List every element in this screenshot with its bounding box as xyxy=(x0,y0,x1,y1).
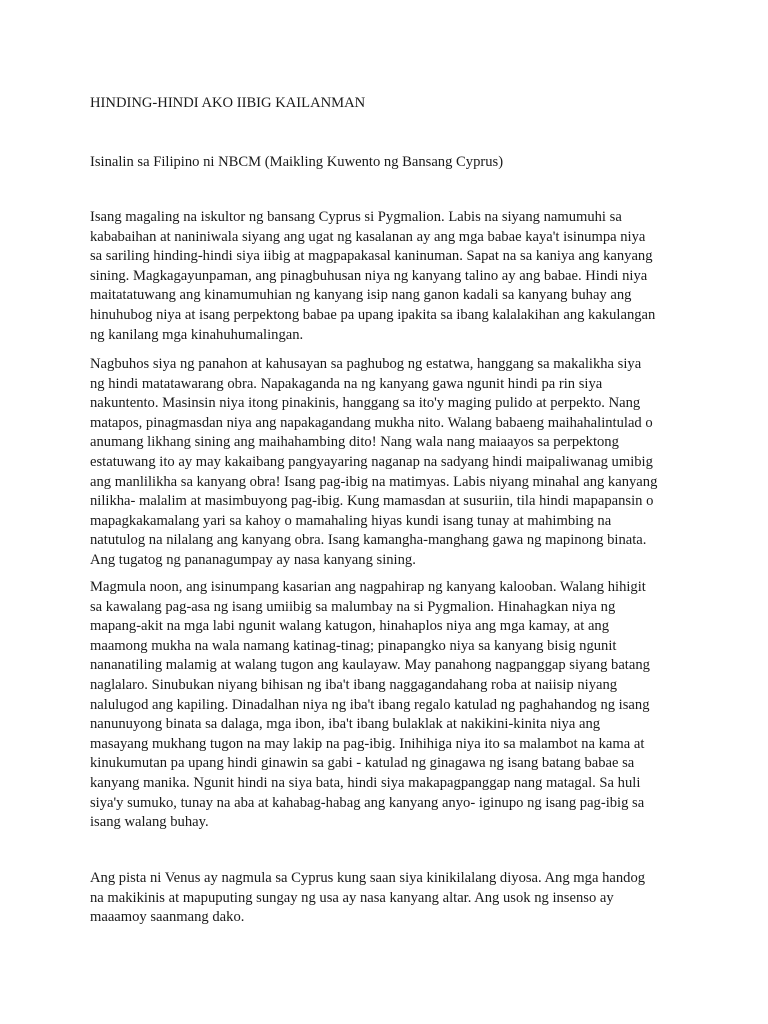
paragraph-line: mapang-akit na mga labi ngunit walang katugon, hinahaplos niya ang mga kamay, at ang xyxy=(90,618,610,635)
paragraph-line: Nagbuhos siya ng panahon at kahusayan sa paghubog ng estatwa, hanggang sa makalikha siya xyxy=(90,356,642,372)
paragraph-line: sa kawalang pag-asa ng isang umiibig sa malumbay na si Pygmalion. Hinahagkan niya ng xyxy=(90,598,616,615)
paragraph-line: kababaihan at naniniwala siyang ang ugat ng kasalanan ay ang mga babae kaya't isinumpa niya xyxy=(90,228,646,245)
document-subtitle: Isinalin sa Filipino ni NBCM (Maikling Kuwento ng Bansang Cyprus) xyxy=(90,154,504,170)
paragraph-line: isang walang buhay. xyxy=(90,814,209,831)
paragraph xyxy=(90,578,690,833)
paragraph-line: matapos, pinagmasdan niya ang napakagandang mukha nito. Walang babaeng maihahalintulad o xyxy=(90,414,653,431)
paragraph-line: ang manlilikha sa kanyang obra! Isang pag-ibig na matimyas. Labis niyang minahal ang kanyang xyxy=(90,473,658,490)
paragraph-line: masayang mukhang tugon na may lakip na pag-ibig. Inihihiga niya ito sa malambot na kama at xyxy=(90,735,645,752)
paragraph-line: siya'y sumuko, tunay na aba at kahabag-habag ang kanyang anyo- iginupo ng isang pag-ibig sa xyxy=(90,794,645,811)
document-title: HINDING-HINDI AKO IIBIG KAILANMAN xyxy=(90,95,366,111)
paragraph-line: anumang likhang sining ang maihahambing dito! Nang wala nang maiaayos sa perpektong xyxy=(90,434,619,451)
paragraph-line: maitatatuwang ang kinamumuhian ng kanyang isip nang ganon kadali sa kanyang buhay ang xyxy=(90,287,632,304)
paragraph-line: nanunuyong binata sa dalaga, mga ibon, iba't ibang bulaklak at nakikini-kinita niya ang xyxy=(90,716,601,733)
paragraph-line: ng kanilang mga kinahuhumalingan. xyxy=(90,326,304,343)
paragraph-line: mapagkakamalang yari sa kahoy o mamahaling hiyas kundi isang tunay at mahimbing na xyxy=(90,512,612,529)
paragraph-line: Ang pista ni Venus ay nagmula sa Cyprus kung saan siya kinikilalang diyosa. Ang mga handog xyxy=(90,870,646,886)
paragraph-line: hinuhubog niya at isang perpektong babae pa upang ipakita sa ibang kalalakihan ang kakulangan xyxy=(90,306,656,323)
paragraph-line: ng hindi matatawarang obra. Napakaganda na ng kanyang gawa ngunit hindi pa rin siya xyxy=(90,375,603,392)
paragraph xyxy=(90,208,690,345)
paragraph-line: nananatiling malamig at walang tugon ang kaulayaw. May panahong nagpanggap siyang batang xyxy=(90,657,650,674)
paragraph-line: nalulugod ang kapiling. Dinadalhan niya ng iba't ibang regalo katulad ng paghahandog ng isang xyxy=(90,696,650,713)
paragraph-line: nakuntento. Masinsin niya itong pinakinis, hanggang sa ito'y maging pulido at perpekto. Nang xyxy=(90,395,641,412)
paragraph-line: maamong mukha na wala namang katinag-tinag; pinapangko niya sa kanyang bisig ngunit xyxy=(90,637,617,654)
paragraph xyxy=(90,355,690,571)
paragraph-line: maaamoy saanmang dako. xyxy=(90,909,245,926)
paragraph-line: natutulog na nilalang ang kanyang obra. Isang kamangha-manghang gawa ng mapinong binata. xyxy=(90,532,647,549)
paragraph-line: kinukumutan pa upang hindi ginawin sa gabi - katulad ng ginagawa ng isang batang babae sa xyxy=(90,755,635,772)
paragraph-line: naglalaro. Sinubukan niyang bihisan ng iba't ibang naggagandahang roba at naiisip niyang xyxy=(90,676,618,693)
paragraph-line: nilikha- malalim at masimbuyong pag-ibig. Kung mamasdan at susuriin, tila hindi mapapansin o xyxy=(90,493,654,510)
paragraph-line: sining. Magkagayunpaman, ang pinagbuhusan niya ng kanyang talino ay ang babae. Hindi niya xyxy=(90,267,648,284)
paragraph-line: Ang tugatog ng pananagumpay ay nasa kanyang sining. xyxy=(90,551,416,568)
paragraph-line: kanyang manika. Ngunit hindi na siya bata, hindi siya makapagpanggap nang matagal. Sa huli xyxy=(90,774,641,791)
paragraph-line: sa sariling hinding-hindi siya iibig at magpapakasal kaninuman. Sapat na sa kaniya ang kanyang xyxy=(90,248,653,265)
paragraph xyxy=(90,869,690,928)
paragraph-line: na makikinis at mapuputing sungay ng usa ay nasa kanyang altar. Ang usok ng insenso ay xyxy=(90,889,614,906)
paragraph-line: Magmula noon, ang isinumpang kasarian ang nagpahirap ng kanyang kalooban. Walang hihigit xyxy=(90,579,646,595)
paragraph-line: Isang magaling na iskultor ng bansang Cyprus si Pygmalion. Labis na siyang namumuhi sa xyxy=(90,209,622,225)
paragraph-line: estatuwang ito ay may kakaibang pangyayaring naganap na sadyang hindi maipaliwanag umibig xyxy=(90,453,653,470)
